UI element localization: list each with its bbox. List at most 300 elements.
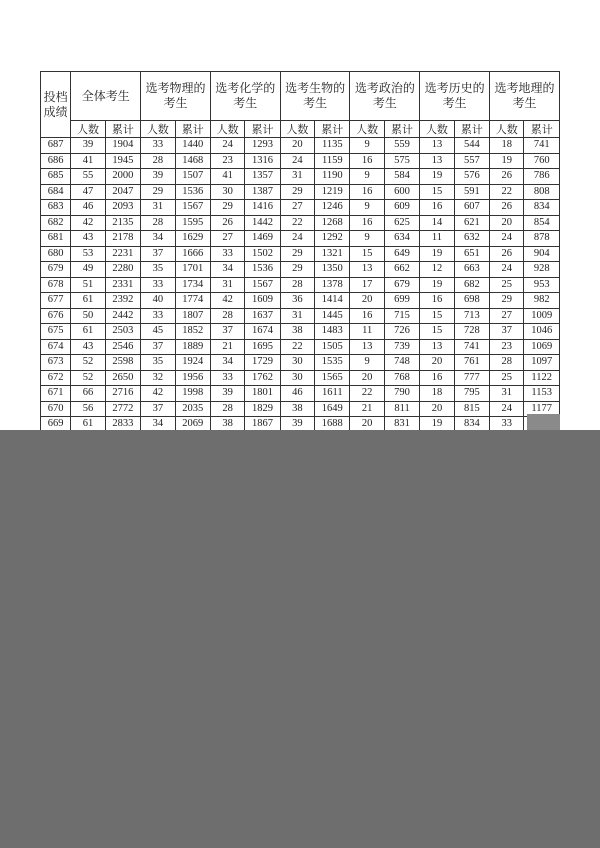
table-cell: 26 bbox=[490, 200, 524, 216]
table-cell: 662 bbox=[384, 262, 419, 278]
table-cell: 31 bbox=[280, 308, 314, 324]
table-cell: 1801 bbox=[245, 386, 280, 402]
table-cell: 741 bbox=[524, 138, 560, 154]
table-cell: 43 bbox=[71, 231, 105, 247]
table-cell: 38 bbox=[280, 401, 314, 417]
table-cell: 25 bbox=[490, 370, 524, 386]
table-cell: 29 bbox=[490, 293, 524, 309]
table-cell: 1046 bbox=[524, 324, 560, 340]
table-cell: 27 bbox=[280, 200, 314, 216]
table-cell: 2231 bbox=[105, 246, 140, 262]
score-cell: 687 bbox=[41, 138, 71, 154]
table-cell: 1536 bbox=[175, 184, 210, 200]
table-row bbox=[41, 370, 560, 386]
table-row bbox=[41, 262, 560, 278]
table-cell: 1177 bbox=[524, 401, 560, 417]
sub-header-cumulative: 累计 bbox=[315, 121, 350, 138]
table-cell: 1292 bbox=[315, 231, 350, 247]
score-cell: 686 bbox=[41, 153, 71, 169]
table-cell: 1378 bbox=[315, 277, 350, 293]
score-cell: 682 bbox=[41, 215, 71, 231]
score-cell: 685 bbox=[41, 169, 71, 185]
table-cell: 698 bbox=[454, 293, 489, 309]
table-cell: 1321 bbox=[315, 246, 350, 262]
table-cell: 9 bbox=[350, 231, 384, 247]
table-cell: 20 bbox=[420, 355, 454, 371]
table-cell: 66 bbox=[71, 386, 105, 402]
table-cell: 576 bbox=[454, 169, 489, 185]
table-cell: 1445 bbox=[315, 308, 350, 324]
table-cell: 29 bbox=[141, 184, 175, 200]
sub-header-cumulative: 累计 bbox=[175, 121, 210, 138]
sub-header-cumulative: 累计 bbox=[524, 121, 560, 138]
table-cell: 25 bbox=[490, 277, 524, 293]
table-row bbox=[41, 153, 560, 169]
table-cell: 1609 bbox=[245, 293, 280, 309]
group-header-chemistry: 选考化学的考生 bbox=[210, 72, 280, 121]
table-cell: 20 bbox=[280, 138, 314, 154]
table-cell: 22 bbox=[280, 339, 314, 355]
table-cell: 1762 bbox=[245, 370, 280, 386]
table-cell: 760 bbox=[524, 153, 560, 169]
table-cell: 2093 bbox=[105, 200, 140, 216]
table-cell: 1440 bbox=[175, 138, 210, 154]
table-cell: 52 bbox=[71, 370, 105, 386]
table-cell: 1135 bbox=[315, 138, 350, 154]
table-cell: 1357 bbox=[245, 169, 280, 185]
score-cell: 680 bbox=[41, 246, 71, 262]
table-cell: 609 bbox=[384, 200, 419, 216]
table-cell: 20 bbox=[490, 215, 524, 231]
table-cell: 1219 bbox=[315, 184, 350, 200]
table-cell: 13 bbox=[420, 138, 454, 154]
table-cell: 41 bbox=[71, 153, 105, 169]
table-cell: 9 bbox=[350, 355, 384, 371]
table-cell: 33 bbox=[210, 246, 244, 262]
table-cell: 557 bbox=[454, 153, 489, 169]
table-cell: 24 bbox=[280, 153, 314, 169]
table-cell: 715 bbox=[384, 308, 419, 324]
table-cell: 33 bbox=[141, 138, 175, 154]
table-cell: 42 bbox=[71, 215, 105, 231]
table-cell: 2392 bbox=[105, 293, 140, 309]
table-cell: 22 bbox=[350, 386, 384, 402]
table-cell: 31 bbox=[280, 169, 314, 185]
table-cell: 29 bbox=[210, 200, 244, 216]
table-cell: 1666 bbox=[175, 246, 210, 262]
table-cell: 1567 bbox=[245, 277, 280, 293]
table-cell: 34 bbox=[210, 355, 244, 371]
table-cell: 2650 bbox=[105, 370, 140, 386]
group-header-geography: 选考地理的考生 bbox=[490, 72, 560, 121]
table-cell: 35 bbox=[141, 262, 175, 278]
table-cell: 22 bbox=[490, 184, 524, 200]
table-cell: 22 bbox=[280, 215, 314, 231]
table-row bbox=[41, 355, 560, 371]
group-header-history: 选考历史的考生 bbox=[420, 72, 490, 121]
table-cell: 699 bbox=[384, 293, 419, 309]
score-cell: 669 bbox=[41, 417, 71, 433]
table-row bbox=[41, 308, 560, 324]
table-cell: 43 bbox=[71, 339, 105, 355]
table-cell: 1924 bbox=[175, 355, 210, 371]
table-cell: 38 bbox=[210, 417, 244, 433]
table-cell: 790 bbox=[384, 386, 419, 402]
table-row bbox=[41, 169, 560, 185]
table-cell: 9 bbox=[350, 169, 384, 185]
table-cell: 27 bbox=[210, 231, 244, 247]
score-cell: 671 bbox=[41, 386, 71, 402]
table-cell: 1629 bbox=[175, 231, 210, 247]
table-cell: 18 bbox=[490, 138, 524, 154]
table-row bbox=[41, 324, 560, 340]
score-cell: 670 bbox=[41, 401, 71, 417]
table-cell: 50 bbox=[71, 308, 105, 324]
table-cell: 559 bbox=[384, 138, 419, 154]
table-cell: 634 bbox=[384, 231, 419, 247]
table-row bbox=[41, 277, 560, 293]
table-cell: 51 bbox=[71, 277, 105, 293]
table-cell: 11 bbox=[350, 324, 384, 340]
table-row bbox=[41, 200, 560, 216]
table-cell: 17 bbox=[350, 277, 384, 293]
table-cell: 15 bbox=[420, 308, 454, 324]
table-cell: 37 bbox=[490, 324, 524, 340]
table-cell: 1293 bbox=[245, 138, 280, 154]
table-cell: 24 bbox=[490, 231, 524, 247]
table-row bbox=[41, 293, 560, 309]
table-cell: 9 bbox=[350, 200, 384, 216]
table-cell: 42 bbox=[141, 386, 175, 402]
table-cell: 761 bbox=[454, 355, 489, 371]
table-cell: 13 bbox=[350, 262, 384, 278]
sub-header-count: 人数 bbox=[420, 121, 454, 138]
table-cell: 1695 bbox=[245, 339, 280, 355]
table-cell: 2772 bbox=[105, 401, 140, 417]
table-cell: 19 bbox=[420, 277, 454, 293]
table-cell: 16 bbox=[350, 153, 384, 169]
sub-header-count: 人数 bbox=[141, 121, 175, 138]
score-cell: 683 bbox=[41, 200, 71, 216]
table-cell: 42 bbox=[210, 293, 244, 309]
sub-header-count: 人数 bbox=[71, 121, 105, 138]
table-cell: 1729 bbox=[245, 355, 280, 371]
table-cell: 1852 bbox=[175, 324, 210, 340]
table-cell: 591 bbox=[454, 184, 489, 200]
table-row bbox=[41, 215, 560, 231]
table-row bbox=[41, 138, 560, 154]
table-cell: 953 bbox=[524, 277, 560, 293]
table-cell: 33 bbox=[141, 277, 175, 293]
score-cell: 684 bbox=[41, 184, 71, 200]
table-cell: 31 bbox=[490, 386, 524, 402]
sub-header-count: 人数 bbox=[210, 121, 244, 138]
score-cell: 675 bbox=[41, 324, 71, 340]
table-cell: 40 bbox=[141, 293, 175, 309]
table-cell: 904 bbox=[524, 246, 560, 262]
table-cell: 1190 bbox=[315, 169, 350, 185]
table-cell: 15 bbox=[420, 184, 454, 200]
table-cell: 726 bbox=[384, 324, 419, 340]
sub-header-cumulative: 累计 bbox=[105, 121, 140, 138]
table-cell: 1416 bbox=[245, 200, 280, 216]
table-cell: 768 bbox=[384, 370, 419, 386]
sub-header-count: 人数 bbox=[490, 121, 524, 138]
sub-header-cumulative: 累计 bbox=[245, 121, 280, 138]
table-cell: 53 bbox=[71, 246, 105, 262]
table-cell: 1649 bbox=[315, 401, 350, 417]
table-cell: 1567 bbox=[175, 200, 210, 216]
table-cell: 1502 bbox=[245, 246, 280, 262]
table-cell: 61 bbox=[71, 417, 105, 433]
table-cell: 2069 bbox=[175, 417, 210, 433]
table-cell: 20 bbox=[350, 417, 384, 433]
table-cell: 29 bbox=[280, 262, 314, 278]
sub-header-cumulative: 累计 bbox=[454, 121, 489, 138]
group-header-politics: 选考政治的考生 bbox=[350, 72, 420, 121]
table-cell: 37 bbox=[141, 246, 175, 262]
table-cell: 1998 bbox=[175, 386, 210, 402]
table-cell: 12 bbox=[420, 262, 454, 278]
table-cell: 1246 bbox=[315, 200, 350, 216]
table-cell: 24 bbox=[490, 262, 524, 278]
table-cell: 27 bbox=[490, 308, 524, 324]
table-cell: 46 bbox=[280, 386, 314, 402]
score-cell: 673 bbox=[41, 355, 71, 371]
table-cell: 13 bbox=[420, 339, 454, 355]
table-cell: 23 bbox=[490, 339, 524, 355]
table-cell: 1069 bbox=[524, 339, 560, 355]
table-cell: 16 bbox=[350, 215, 384, 231]
table-cell: 831 bbox=[384, 417, 419, 433]
table-cell: 2598 bbox=[105, 355, 140, 371]
table-cell: 34 bbox=[141, 417, 175, 433]
table-cell: 739 bbox=[384, 339, 419, 355]
table-cell: 28 bbox=[141, 153, 175, 169]
table-row bbox=[41, 184, 560, 200]
score-cell: 674 bbox=[41, 339, 71, 355]
gray-covered-area bbox=[0, 430, 600, 848]
table-cell: 36 bbox=[280, 293, 314, 309]
table-cell: 1483 bbox=[315, 324, 350, 340]
table-cell: 28 bbox=[490, 355, 524, 371]
table-cell: 1956 bbox=[175, 370, 210, 386]
table-cell: 786 bbox=[524, 169, 560, 185]
table-cell: 1387 bbox=[245, 184, 280, 200]
table-cell: 1688 bbox=[315, 417, 350, 433]
table-cell: 23 bbox=[210, 153, 244, 169]
table-cell: 1945 bbox=[105, 153, 140, 169]
table-cell: 621 bbox=[454, 215, 489, 231]
table-cell: 663 bbox=[454, 262, 489, 278]
table-cell: 834 bbox=[454, 417, 489, 433]
group-header-all: 全体考生 bbox=[71, 72, 141, 121]
table-cell: 982 bbox=[524, 293, 560, 309]
table-cell: 20 bbox=[350, 293, 384, 309]
table-cell: 2503 bbox=[105, 324, 140, 340]
table-cell: 1316 bbox=[245, 153, 280, 169]
table-cell: 28 bbox=[280, 277, 314, 293]
table-cell: 18 bbox=[420, 386, 454, 402]
table-cell: 37 bbox=[210, 324, 244, 340]
table-cell: 20 bbox=[420, 401, 454, 417]
sub-header-cumulative: 累计 bbox=[384, 121, 419, 138]
table-cell: 39 bbox=[280, 417, 314, 433]
table-cell: 834 bbox=[524, 200, 560, 216]
table-cell: 16 bbox=[350, 308, 384, 324]
table-cell: 1904 bbox=[105, 138, 140, 154]
table-cell: 854 bbox=[524, 215, 560, 231]
table-row bbox=[41, 386, 560, 402]
table-cell: 1507 bbox=[175, 169, 210, 185]
table-cell: 11 bbox=[420, 231, 454, 247]
table-cell: 13 bbox=[350, 339, 384, 355]
table-cell: 1536 bbox=[245, 262, 280, 278]
table-cell: 2047 bbox=[105, 184, 140, 200]
table-cell: 34 bbox=[210, 262, 244, 278]
table-row bbox=[41, 246, 560, 262]
table-cell: 2546 bbox=[105, 339, 140, 355]
table-cell: 2331 bbox=[105, 277, 140, 293]
table-cell: 32 bbox=[141, 370, 175, 386]
table-cell: 1122 bbox=[524, 370, 560, 386]
table-cell: 19 bbox=[420, 417, 454, 433]
table-cell: 682 bbox=[454, 277, 489, 293]
table-cell: 575 bbox=[384, 153, 419, 169]
table-row bbox=[41, 231, 560, 247]
table-cell: 13 bbox=[420, 153, 454, 169]
table-cell: 16 bbox=[350, 184, 384, 200]
table-cell: 47 bbox=[71, 184, 105, 200]
table-cell: 16 bbox=[420, 293, 454, 309]
table-cell: 625 bbox=[384, 215, 419, 231]
table-cell: 1469 bbox=[245, 231, 280, 247]
table-cell: 49 bbox=[71, 262, 105, 278]
table-cell: 31 bbox=[210, 277, 244, 293]
table-cell: 2442 bbox=[105, 308, 140, 324]
table-cell: 584 bbox=[384, 169, 419, 185]
table-cell: 713 bbox=[454, 308, 489, 324]
table-cell: 1468 bbox=[175, 153, 210, 169]
table-cell: 33 bbox=[490, 417, 524, 433]
table-cell: 1414 bbox=[315, 293, 350, 309]
sub-header-count: 人数 bbox=[280, 121, 314, 138]
score-distribution-table bbox=[40, 71, 560, 448]
table-cell: 1611 bbox=[315, 386, 350, 402]
table-cell: 1889 bbox=[175, 339, 210, 355]
score-cell: 679 bbox=[41, 262, 71, 278]
table-cell: 1009 bbox=[524, 308, 560, 324]
table-cell: 1442 bbox=[245, 215, 280, 231]
table-cell: 777 bbox=[454, 370, 489, 386]
table-cell: 1701 bbox=[175, 262, 210, 278]
table-cell: 544 bbox=[454, 138, 489, 154]
table-cell: 1807 bbox=[175, 308, 210, 324]
table-cell: 748 bbox=[384, 355, 419, 371]
table-cell: 2135 bbox=[105, 215, 140, 231]
table-cell: 38 bbox=[280, 324, 314, 340]
table-cell: 1153 bbox=[524, 386, 560, 402]
table-cell: 15 bbox=[350, 246, 384, 262]
table-cell: 35 bbox=[141, 355, 175, 371]
table-cell: 28 bbox=[141, 215, 175, 231]
table-cell: 1829 bbox=[245, 401, 280, 417]
score-cell: 677 bbox=[41, 293, 71, 309]
table-cell: 741 bbox=[454, 339, 489, 355]
table-cell: 39 bbox=[71, 138, 105, 154]
table-cell: 26 bbox=[210, 215, 244, 231]
table-cell: 28 bbox=[210, 308, 244, 324]
table-cell: 1774 bbox=[175, 293, 210, 309]
group-header-biology: 选考生物的考生 bbox=[280, 72, 350, 121]
table-cell: 1674 bbox=[245, 324, 280, 340]
table-cell: 21 bbox=[350, 401, 384, 417]
score-column-header: 投档成绩 bbox=[41, 72, 71, 138]
table-cell: 2178 bbox=[105, 231, 140, 247]
table-cell: 24 bbox=[210, 138, 244, 154]
table-cell: 28 bbox=[210, 401, 244, 417]
table-cell: 52 bbox=[71, 355, 105, 371]
table-cell: 15 bbox=[420, 324, 454, 340]
table-cell: 31 bbox=[141, 200, 175, 216]
table-cell: 37 bbox=[141, 339, 175, 355]
table-cell: 30 bbox=[280, 355, 314, 371]
score-cell: 678 bbox=[41, 277, 71, 293]
table-cell: 61 bbox=[71, 324, 105, 340]
table-cell: 1159 bbox=[315, 153, 350, 169]
table-cell: 878 bbox=[524, 231, 560, 247]
table-cell: 29 bbox=[280, 246, 314, 262]
table-cell: 21 bbox=[210, 339, 244, 355]
table-cell: 9 bbox=[350, 138, 384, 154]
table-cell: 30 bbox=[280, 370, 314, 386]
table-cell: 1097 bbox=[524, 355, 560, 371]
table-cell: 24 bbox=[280, 231, 314, 247]
table-cell: 600 bbox=[384, 184, 419, 200]
table-cell: 808 bbox=[524, 184, 560, 200]
table-cell: 16 bbox=[420, 370, 454, 386]
table-cell: 34 bbox=[141, 231, 175, 247]
table-cell: 1637 bbox=[245, 308, 280, 324]
group-header-physics: 选考物理的考生 bbox=[141, 72, 211, 121]
table-cell: 1867 bbox=[245, 417, 280, 433]
table-cell: 1595 bbox=[175, 215, 210, 231]
score-cell: 681 bbox=[41, 231, 71, 247]
table-cell: 26 bbox=[490, 246, 524, 262]
table-cell: 2000 bbox=[105, 169, 140, 185]
table-cell: 1350 bbox=[315, 262, 350, 278]
table-cell: 815 bbox=[454, 401, 489, 417]
table-cell: 33 bbox=[210, 370, 244, 386]
score-cell: 676 bbox=[41, 308, 71, 324]
table-cell: 1268 bbox=[315, 215, 350, 231]
score-cell: 672 bbox=[41, 370, 71, 386]
table-cell: 24 bbox=[490, 401, 524, 417]
table-cell: 1565 bbox=[315, 370, 350, 386]
table-cell: 2280 bbox=[105, 262, 140, 278]
table-cell: 33 bbox=[141, 308, 175, 324]
table-cell: 45 bbox=[141, 324, 175, 340]
table-row bbox=[41, 339, 560, 355]
table-cell: 2716 bbox=[105, 386, 140, 402]
table-cell: 1734 bbox=[175, 277, 210, 293]
table-row bbox=[41, 401, 560, 417]
sub-header-count: 人数 bbox=[350, 121, 384, 138]
table-cell: 679 bbox=[384, 277, 419, 293]
table-cell: 55 bbox=[71, 169, 105, 185]
table-cell: 20 bbox=[350, 370, 384, 386]
table-cell: 632 bbox=[454, 231, 489, 247]
